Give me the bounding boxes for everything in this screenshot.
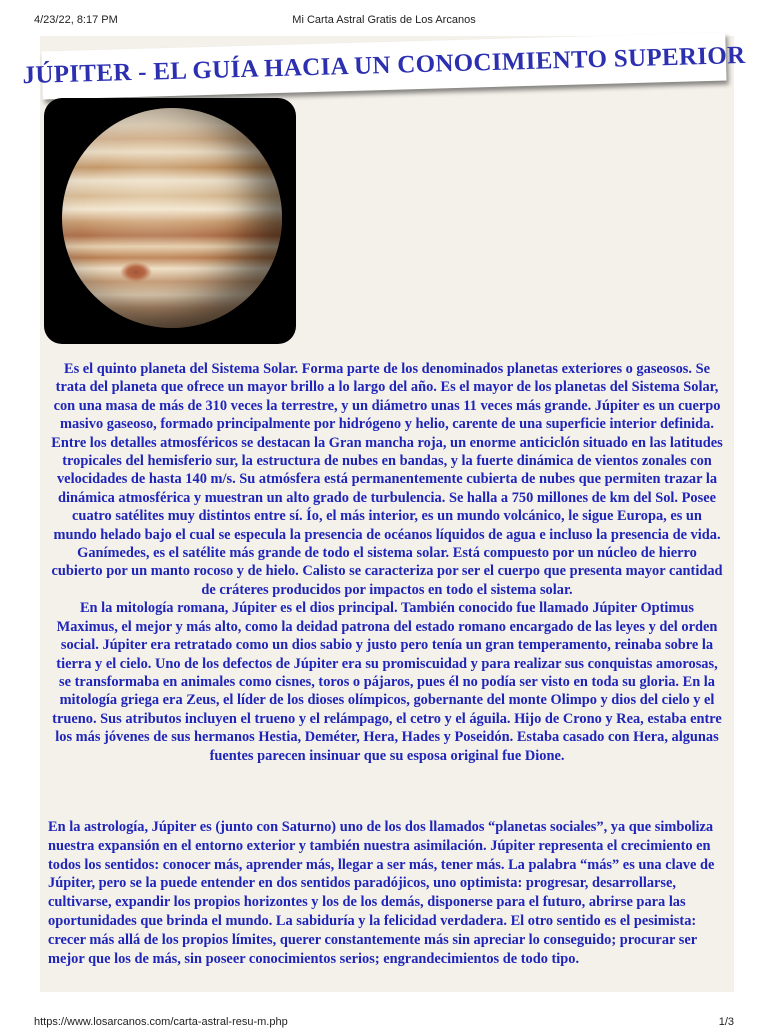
jupiter-planet-icon (62, 108, 282, 328)
print-datetime: 4/23/22, 8:17 PM (34, 14, 118, 26)
article-body (50, 360, 724, 765)
article-title: JÚPITER - EL GUÍA HACIA UN CONOCIMIENTO SUPERIOR (22, 41, 746, 90)
article-page (22, 36, 746, 992)
paragraph-planet: Es el quinto planeta del Sistema Solar. Forma parte de los denominados planetas exteriores o gaseosos. Se trata del planeta que ofrece un mayor brillo a lo largo del año. Es el mayor de los planetas del Sistema Solar, con una masa de más de 310 veces la terrestre, y un diámetro unas 11 veces más grande. Júpiter es un cuerpo masivo gaseoso, formado principalmente por hidrógeno y helio, carente de una superficie interior definida. Entre los detalles atmosféricos se destacan la Gran mancha roja, un enorme anticiclón situado en las latitudes tropicales del hemisferio sur, la estructura de nubes en bandas, y la fuerte dinámica de vientos zonales con velocidades de hasta 140 m/s. Su atmósfera está permanentemente cubierta de nubes que permiten trazar la dinámica atmosférica y muestran un alto grado de turbulencia. Se halla a 750 millones de km del Sol. Posee cuatro satélites muy distintos entre sí. Ío, el más interior, es un mundo volcánico, le sigue Europa, es un mundo helado bajo el cual se especula la presencia de océanos líquidos de agua e incluso la presencia de vida. Ganímedes, es el satélite más grande de todo el sistema solar. Está compuesto por un núcleo de hierro cubierto por un manto rocoso y de hielo. Calisto se caracteriza por ser el cuerpo que presenta mayor cantidad de cráteres producidos por impactos en todo el sistema solar. (51, 361, 723, 598)
jupiter-image (44, 98, 296, 344)
print-page-title: Mi Carta Astral Gratis de Los Arcanos (292, 14, 476, 26)
print-url: https://www.losarcanos.com/carta-astral-resu-m.php (34, 1016, 288, 1028)
print-page-number: 1/3 (718, 1016, 734, 1028)
paragraph-mythology: En la mitología romana, Júpiter es el dios principal. También conocido fue llamado Júpiter Optimus Maximus, el mejor y más alto, como la deidad patrona del estado romano encargado de las leyes y del orden social. Júpiter era retratado como un dios sabio y justo pero tenía un gran temperamento, reinaba sobre la tierra y el cielo. Uno de los defectos de Júpiter era su promiscuidad y para realizar sus conquistas amorosas, se transformaba en animales como cisnes, toros o pájaros, pues él no podía ser visto en toda su gloria. En la mitología griega era Zeus, el líder de los dioses olímpicos, gobernante del monte Olimpo y dios del cielo y el trueno. Sus atributos incluyen el trueno y el relámpago, el cetro y el águila. Hijo de Crono y Rea, estaba entre los más jóvenes de sus hermanos Hestia, Deméter, Hera, Hades y Poseidón. Estaba casado con Hera, algunas fuentes parecen insinuar que su esposa original fue Dione. (52, 600, 722, 764)
title-banner (22, 32, 746, 99)
paragraph-astrology: En la astrología, Júpiter es (junto con Saturno) uno de los dos llamados “planetas sociales”, ya que simboliza nuestra expansión en el entorno exterior y también nuestra asimilación. Júpiter representa el crecimiento en todos los sentidos: conocer más, aprender más, llegar a ser más, tener más. La palabra “más” es una clave de Júpiter, pero se la puede entender en dos sentidos paradójicos, uno optimista: progresar, desarrollarse, cultivarse, expandir los propios horizontes y los de los demás, disponerse para el futuro, abrirse para las oportunidades que brinda el mundo. La sabiduría y la felicidad verdadera. El otro sentido es el pesimista: crecer más allá de los propios límites, querer constantemente más sin apreciar lo conseguido; procurar ser mejor que los de más, sin poseer conocimientos serios; engrandecimientos de todo tipo. (48, 819, 715, 967)
